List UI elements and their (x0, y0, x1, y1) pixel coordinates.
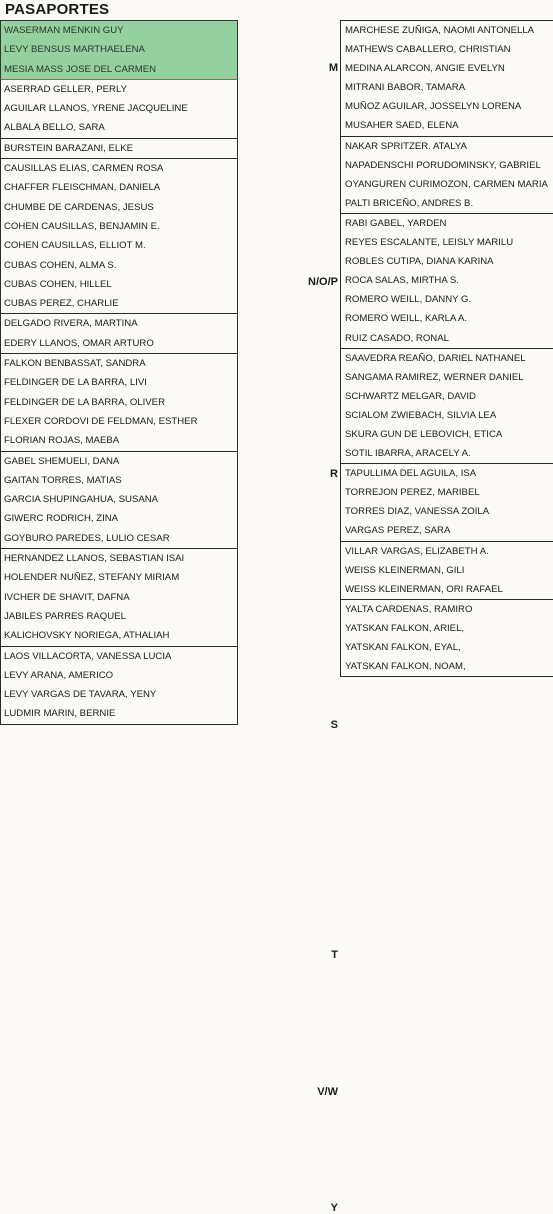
name-row: LEVY BENSUS MARTHAELENA (4, 44, 145, 56)
name-row: FELDINGER DE LA BARRA, LIVI (4, 377, 147, 389)
name-row: FALKON BENBASSAT, SANDRA (4, 358, 146, 370)
name-row: COHEN CAUSILLAS, BENJAMIN E. (4, 220, 160, 232)
name-row: MATHEWS CABALLERO, CHRISTIAN (345, 44, 511, 56)
name-row: SKURA GUN DE LEBOVICH, ETICA (345, 428, 503, 440)
name-row: YATSKAN FALKON, NOAM, (345, 661, 466, 673)
name-row: SCHWARTZ MELGAR, DAVID (345, 390, 476, 402)
name-row: LAOS VILLACORTA, VANESSA LUCIA (4, 650, 172, 662)
name-row: OYANGUREN CURIMOZON, CARMEN MARIA (345, 178, 548, 190)
page-title: PASAPORTES (5, 1, 110, 18)
name-row: GOYBURO PAREDES, LULIO CESAR (4, 532, 170, 544)
name-row: CUBAS COHEN, ALMA S. (4, 259, 117, 271)
name-row: SCIALOM ZWIEBACH, SILVIA LEA (345, 409, 497, 421)
name-row: FELDINGER DE LA BARRA, OLIVER (4, 396, 166, 408)
name-row: RUIZ CASADO, RONAL (345, 332, 449, 344)
name-row: GIWERC RODRICH, ZINA (4, 513, 119, 525)
name-row: FLORIAN ROJAS, MAEBA (4, 435, 120, 447)
name-row: YALTA CARDENAS, RAMIRO (345, 603, 473, 615)
section-letter: S (330, 719, 338, 731)
name-row: RABI GABEL, YARDEN (345, 217, 447, 229)
name-row: EDERY LLANOS, OMAR ARTURO (4, 337, 154, 349)
name-row: ROCA SALAS, MIRTHA S. (345, 275, 459, 287)
name-row: CHAFFER FLEISCHMAN, DANIELA (4, 182, 161, 194)
name-row: CUBAS COHEN, HILLEL (4, 278, 112, 290)
name-group (0, 549, 238, 646)
name-group (340, 464, 553, 541)
name-group (340, 600, 553, 677)
name-row: CHUMBE DE CARDENAS, JESUS (4, 201, 154, 213)
name-group (340, 137, 553, 214)
name-row: REYES ESCALANTE, LEISLY MARILU (345, 237, 514, 249)
name-row: CUBAS PEREZ, CHARLIE (4, 298, 119, 310)
name-row: ROMERO WEILL, DANNY G. (345, 294, 472, 306)
name-row: KALICHOVSKY NORIEGA, ATHALIAH (4, 630, 170, 642)
name-group (0, 20, 238, 80)
name-row: SAAVEDRA REAÑO, DARIEL NATHANEL (345, 352, 526, 364)
name-group (0, 452, 238, 549)
left-name-list (0, 20, 238, 725)
name-row: ROMERO WEILL, KARLA A. (345, 313, 468, 325)
name-row: IVCHER DE SHAVIT, DAFNA (4, 591, 130, 603)
name-row: JABILES PARRES RAQUEL (4, 610, 126, 622)
name-row: TORREJON PEREZ, MARIBEL (345, 487, 480, 499)
name-row: LEVY ARANA, AMERICO (4, 669, 114, 681)
name-row: DELGADO RIVERA, MARTINA (4, 318, 138, 330)
name-row: MITRANI BABOR, TAMARA (345, 82, 466, 94)
name-row: LEVY VARGAS DE TAVARA, YENY (4, 689, 157, 701)
name-row: NAKAR SPRITZER. ATALYA (345, 140, 467, 152)
name-row: MUÑOZ AGUILAR, JOSSELYN LORENA (345, 101, 522, 113)
name-group (0, 80, 238, 139)
name-group (340, 214, 553, 349)
name-row: MUSAHER SAED, ELENA (345, 120, 459, 132)
name-row: FLEXER CORDOVI DE FELDMAN, ESTHER (4, 415, 198, 427)
section-letter: R (330, 468, 338, 480)
name-group (340, 542, 553, 600)
section-letter: V/W (317, 1086, 338, 1098)
name-group (0, 647, 238, 725)
name-row: TAPULLIMA DEL AGUILA, ISA (345, 468, 477, 480)
name-row: ROBLES CUTIPA, DIANA KARINA (345, 256, 494, 268)
name-row: GAITAN TORRES, MATIAS (4, 474, 122, 486)
name-row: TORRES DIAZ, VANESSA ZOILA (345, 506, 490, 518)
name-row: GABEL SHEMUELI, DANA (4, 455, 120, 467)
name-row: HERNANDEZ LLANOS, SEBASTIAN ISAI (4, 553, 185, 565)
name-group (340, 349, 553, 465)
name-group (0, 354, 238, 451)
name-row: LUDMIR MARIN, BERNIE (4, 708, 116, 720)
name-row: SANGAMA RAMIREZ, WERNER DANIEL (345, 371, 524, 383)
name-row: MESIA MASS JOSE DEL CARMEN (4, 63, 157, 75)
right-name-list (340, 20, 553, 677)
name-row: COHEN CAUSILLAS, ELLIOT M. (4, 240, 146, 252)
name-row: CAUSILLAS ELIAS, CARMEN ROSA (4, 163, 164, 175)
name-group (0, 314, 238, 354)
name-row: ASERRAD GELLER, PERLY (4, 83, 127, 95)
section-letter: N/O/P (308, 276, 338, 288)
name-row: WEISS KLEINERMAN, ORI RAFAEL (345, 583, 503, 595)
name-row: VILLAR VARGAS, ELIZABETH A. (345, 545, 489, 557)
name-row: PALTI BRICEÑO, ANDRES B. (345, 197, 474, 209)
name-row: VARGAS PEREZ, SARA (345, 525, 451, 537)
name-row: WEISS KLEINERMAN, GILI (345, 564, 465, 576)
section-letter: Y (330, 1202, 338, 1214)
name-group (340, 20, 553, 137)
name-group (0, 159, 238, 314)
section-letter: T (331, 949, 338, 961)
name-row: WASERMAN MENKIN GUY (4, 25, 124, 36)
name-row: HOLENDER NUÑEZ, STEFANY MIRIAM (4, 572, 180, 584)
name-group (0, 139, 238, 159)
name-row: YATSKAN FALKON, EYAL, (345, 642, 461, 653)
name-row: AGUILAR LLANOS, YRENE JACQUELINE (4, 103, 188, 115)
name-row: YATSKAN FALKON, ARIEL, (345, 622, 465, 634)
name-row: BURSTEIN BARAZANI, ELKE (4, 142, 134, 154)
name-row: NAPADENSCHI PORUDOMINSKY, GABRIEL (345, 159, 541, 171)
name-row: ALBALA BELLO, SARA (4, 122, 105, 134)
section-letter: M (328, 62, 338, 74)
name-row: MARCHESE ZUÑIGA, NAOMI ANTONELLA (345, 25, 535, 36)
name-row: MEDINA ALARCON, ANGIE EVELYN (345, 63, 505, 75)
name-row: GARCIA SHUPINGAHUA, SUSANA (4, 494, 159, 506)
name-row: SOTIL IBARRA, ARACELY A. (345, 448, 471, 460)
